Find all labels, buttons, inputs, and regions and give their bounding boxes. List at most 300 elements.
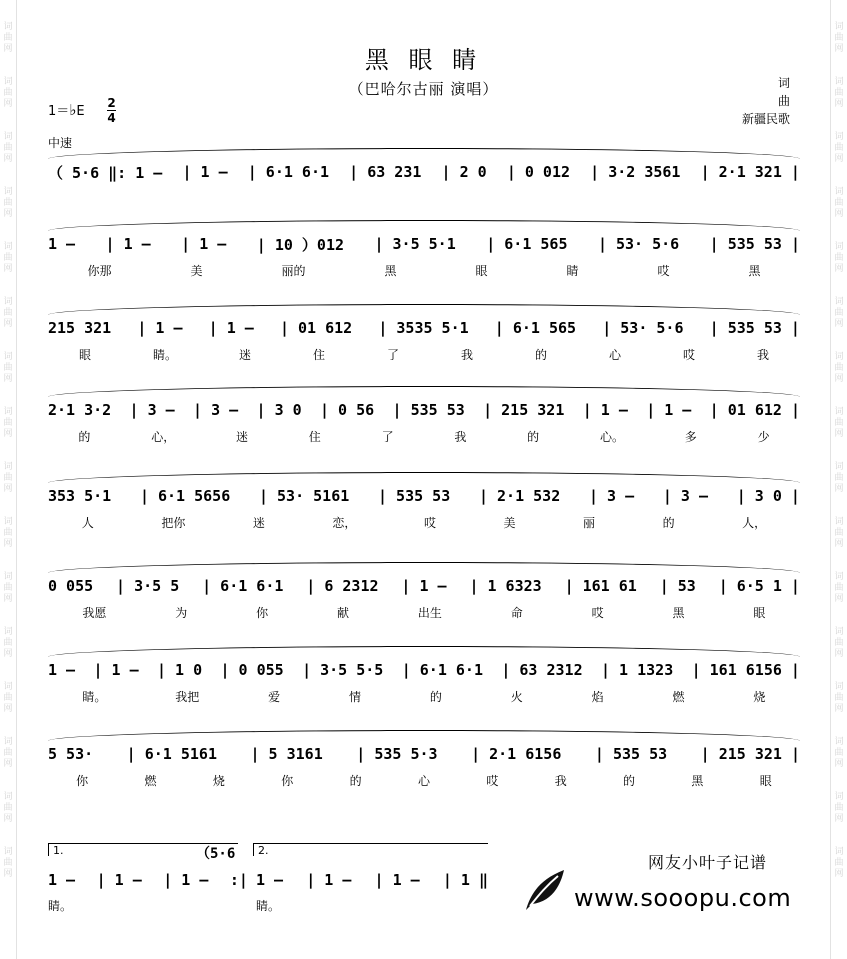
watermark-char: 词 bbox=[3, 132, 13, 142]
lyric-syllable: 黑 bbox=[672, 606, 685, 620]
lyric-syllable: 的 bbox=[349, 774, 362, 788]
lyric-syllable: 你 bbox=[76, 774, 89, 788]
ending-note: | 1 – bbox=[374, 871, 420, 889]
watermark-block bbox=[834, 297, 843, 330]
watermark-char: 网 bbox=[834, 869, 844, 879]
lyric-row bbox=[48, 604, 800, 622]
lyric-syllable: 丽 bbox=[583, 516, 596, 530]
lyric-syllable: 黑 bbox=[691, 774, 704, 788]
watermark-block bbox=[834, 737, 843, 770]
watermark-block bbox=[834, 407, 843, 440]
lyric-syllable: 住 bbox=[312, 348, 325, 362]
lyric-syllable: 献 bbox=[337, 606, 350, 620]
watermark-char: 网 bbox=[834, 154, 844, 164]
watermark-char: 曲 bbox=[3, 748, 13, 758]
watermark-block bbox=[3, 242, 12, 275]
measure: | 3535 5·1 bbox=[378, 319, 469, 337]
ending-1-label: 1. bbox=[53, 844, 64, 857]
measure: | 2·1 6156 bbox=[471, 745, 562, 763]
watermark-char: 词 bbox=[834, 627, 844, 637]
watermark-char: 词 bbox=[3, 77, 13, 87]
measure: | 1 0 bbox=[156, 661, 203, 679]
measure: | 535 5·3 bbox=[356, 745, 438, 763]
watermark-char: 曲 bbox=[3, 473, 13, 483]
measure: | 6 2312 bbox=[306, 577, 379, 595]
flat-icon: ♭ bbox=[69, 101, 77, 119]
measure: 1 – bbox=[48, 235, 76, 253]
watermark-char: 词 bbox=[3, 517, 13, 527]
watermark-char: 网 bbox=[3, 594, 13, 604]
watermark-char: 词 bbox=[834, 22, 844, 32]
lyric-syllable: 哎 bbox=[591, 606, 604, 620]
watermark-char: 曲 bbox=[3, 418, 13, 428]
measure: | 1 – bbox=[105, 235, 151, 253]
measure: | 1 – bbox=[181, 235, 227, 253]
watermark-char: 词 bbox=[3, 297, 13, 307]
ending-note: 1 – bbox=[256, 871, 284, 889]
watermark-char: 词 bbox=[834, 462, 844, 472]
measure: | 535 53 | bbox=[709, 235, 800, 253]
credit-composer: 曲 bbox=[777, 94, 790, 108]
time-bottom: 4 bbox=[107, 111, 116, 125]
lyric-syllable: 心 bbox=[417, 774, 430, 788]
measure: | 1 – bbox=[646, 401, 692, 419]
lyric-syllable: 我把 bbox=[175, 690, 200, 704]
watermark-char: 网 bbox=[3, 484, 13, 494]
right-watermark-strip bbox=[830, 0, 847, 959]
measure: | 53· 5161 bbox=[258, 487, 350, 505]
watermark-char: 网 bbox=[3, 649, 13, 659]
lyric-syllable: 美 bbox=[190, 264, 203, 278]
measure: | 3 0 bbox=[256, 401, 302, 419]
ending-2-bracket bbox=[253, 843, 488, 856]
ending-note: 1 – bbox=[48, 871, 76, 889]
lyric-syllable: 你那 bbox=[87, 264, 112, 278]
watermark-char: 网 bbox=[834, 484, 844, 494]
watermark-char: 网 bbox=[3, 869, 13, 879]
ending-2-label: 2. bbox=[258, 844, 269, 857]
watermark-char: 词 bbox=[834, 792, 844, 802]
measure: 353 5·1 bbox=[48, 487, 112, 505]
credit-lyricist: 词 bbox=[777, 76, 790, 90]
ending-2-lyric: 睛。 bbox=[256, 899, 281, 913]
watermark-char: 曲 bbox=[834, 528, 844, 538]
measure: 215 321 bbox=[48, 319, 112, 337]
measure: | 1 – bbox=[208, 319, 254, 337]
measure: | 1 – bbox=[182, 163, 228, 181]
watermark-char: 词 bbox=[3, 352, 13, 362]
measure: | 3·2 3561 bbox=[590, 163, 681, 181]
measure: | 1 6323 bbox=[469, 577, 542, 595]
measure: | 1 – bbox=[401, 577, 447, 595]
measure: | 3 – bbox=[129, 401, 175, 419]
watermark-char: 网 bbox=[834, 319, 844, 329]
measure: | 6·1 6·1 bbox=[247, 163, 330, 181]
watermark-char: 网 bbox=[834, 649, 844, 659]
watermark-char: 曲 bbox=[3, 693, 13, 703]
lyric-syllable: 美 bbox=[503, 516, 516, 530]
lyric-syllable: 我 bbox=[554, 774, 567, 788]
score-row bbox=[48, 156, 800, 188]
measure: | 6·1 6·1 bbox=[401, 661, 483, 679]
watermark-block bbox=[3, 572, 12, 605]
ending-note: | 1 – bbox=[163, 871, 209, 889]
lyric-syllable: 的 bbox=[623, 774, 636, 788]
lyric-syllable: 爱 bbox=[268, 690, 281, 704]
measure: | 1 1323 bbox=[600, 661, 674, 679]
score-row bbox=[48, 480, 800, 512]
lyric-syllable: 黑 bbox=[748, 264, 761, 278]
watermark-char: 曲 bbox=[3, 143, 13, 153]
key-prefix: 1＝ bbox=[48, 104, 70, 119]
watermark-char: 曲 bbox=[3, 198, 13, 208]
lyric-syllable: 睛 bbox=[566, 264, 579, 278]
watermark-block bbox=[834, 352, 843, 385]
watermark-char: 曲 bbox=[834, 473, 844, 483]
lyric-row bbox=[48, 346, 800, 364]
watermark-char: 曲 bbox=[834, 583, 844, 593]
measure: | 3·5 5·1 bbox=[374, 235, 456, 253]
measure: | 1 – bbox=[137, 319, 183, 337]
lyric-syllable: 命 bbox=[510, 606, 523, 620]
measure: | 161 6156 | bbox=[691, 661, 800, 679]
measure: | 2·1 532 bbox=[478, 487, 561, 505]
watermark-char: 曲 bbox=[834, 748, 844, 758]
lyric-syllable: 心， bbox=[151, 430, 176, 444]
watermark-char: 词 bbox=[3, 572, 13, 582]
measure: | 10 ）012 bbox=[256, 235, 345, 254]
transcriber-credit: 网友小叶子记谱 bbox=[648, 853, 768, 872]
watermark-char: 曲 bbox=[834, 693, 844, 703]
measure: | 2·1 321 | bbox=[700, 163, 800, 181]
watermark-block bbox=[834, 462, 843, 495]
watermark-char: 曲 bbox=[834, 858, 844, 868]
lyric-syllable: 出生 bbox=[417, 606, 442, 620]
score-row bbox=[48, 738, 800, 770]
lyric-syllable: 眼 bbox=[475, 264, 488, 278]
watermark-block bbox=[834, 572, 843, 605]
measure: | 5 3161 bbox=[250, 745, 323, 763]
lyric-syllable: 丽的 bbox=[281, 264, 306, 278]
lyric-syllable: 住 bbox=[308, 430, 321, 444]
watermark-char: 词 bbox=[834, 517, 844, 527]
lyric-syllable: 燃 bbox=[144, 774, 157, 788]
watermark-char: 网 bbox=[3, 429, 13, 439]
lyric-syllable: 了 bbox=[381, 430, 394, 444]
lyric-syllable: 燃 bbox=[672, 690, 685, 704]
watermark-block bbox=[834, 187, 843, 220]
watermark-char: 曲 bbox=[834, 638, 844, 648]
lyric-syllable: 眼 bbox=[759, 774, 772, 788]
watermark-block bbox=[3, 187, 12, 220]
watermark-char: 曲 bbox=[834, 308, 844, 318]
watermark-char: 网 bbox=[3, 264, 13, 274]
watermark-char: 词 bbox=[3, 462, 13, 472]
lyric-syllable: 哎 bbox=[423, 516, 436, 530]
measure: | 63 231 bbox=[349, 163, 422, 181]
measure: | 3 – bbox=[662, 487, 708, 505]
watermark-block bbox=[3, 407, 12, 440]
leaf-logo-icon bbox=[520, 866, 568, 914]
site-url[interactable]: www.sooopu.com bbox=[574, 884, 792, 912]
watermark-char: 网 bbox=[3, 539, 13, 549]
watermark-char: 网 bbox=[834, 429, 844, 439]
measure: | 6·1 6·1 bbox=[202, 577, 284, 595]
watermark-block bbox=[3, 792, 12, 825]
measure: | 535 53 bbox=[392, 401, 465, 419]
watermark-char: 曲 bbox=[3, 528, 13, 538]
watermark-block bbox=[3, 517, 12, 550]
watermark-char: 词 bbox=[3, 627, 13, 637]
watermark-char: 网 bbox=[834, 814, 844, 824]
watermark-block bbox=[3, 462, 12, 495]
measure: 0 055 bbox=[48, 577, 94, 595]
lyric-syllable: 的 bbox=[78, 430, 91, 444]
measure: | 215 321 | bbox=[700, 745, 800, 763]
lyric-row bbox=[48, 262, 800, 280]
score-row bbox=[48, 312, 800, 344]
measure: | 1 – bbox=[93, 661, 139, 679]
lyric-syllable: 焰 bbox=[591, 690, 604, 704]
measure: | 535 53 bbox=[378, 487, 451, 505]
watermark-char: 曲 bbox=[834, 33, 844, 43]
measure: 2·1 3·2 bbox=[48, 401, 112, 419]
lyric-syllable: 我 bbox=[460, 348, 473, 362]
song-subtitle: （巴哈尔古丽 演唱） bbox=[348, 80, 499, 98]
measure: | 01 612 | bbox=[709, 401, 800, 419]
measure: | 6·1 5656 bbox=[139, 487, 231, 505]
watermark-char: 曲 bbox=[3, 363, 13, 373]
watermark-block bbox=[834, 847, 843, 880]
watermark-char: 曲 bbox=[3, 583, 13, 593]
watermark-char: 词 bbox=[834, 407, 844, 417]
lyric-syllable: 把你 bbox=[161, 516, 186, 530]
score-row bbox=[48, 394, 800, 426]
watermark-char: 网 bbox=[3, 154, 13, 164]
key-note: E bbox=[76, 104, 85, 119]
watermark-block bbox=[3, 847, 12, 880]
watermark-char: 曲 bbox=[3, 858, 13, 868]
key-signature bbox=[48, 100, 85, 119]
watermark-char: 曲 bbox=[834, 803, 844, 813]
watermark-block bbox=[3, 737, 12, 770]
watermark-char: 词 bbox=[834, 77, 844, 87]
lyric-syllable: 眼 bbox=[753, 606, 766, 620]
lyric-syllable: 睛。 bbox=[152, 348, 177, 362]
measure: | 161 61 bbox=[564, 577, 637, 595]
measure: | 6·1 565 bbox=[486, 235, 568, 253]
ending-note: | 1 – bbox=[96, 871, 142, 889]
watermark-char: 网 bbox=[834, 264, 844, 274]
lyric-syllable: 迷 bbox=[235, 430, 248, 444]
watermark-char: 词 bbox=[3, 242, 13, 252]
watermark-char: 词 bbox=[3, 187, 13, 197]
watermark-char: 曲 bbox=[834, 88, 844, 98]
measure: | 1 – bbox=[582, 401, 628, 419]
watermark-char: 词 bbox=[3, 682, 13, 692]
lyric-syllable: 眼 bbox=[78, 348, 91, 362]
watermark-char: 曲 bbox=[834, 198, 844, 208]
watermark-char: 词 bbox=[834, 132, 844, 142]
lyric-syllable: 少 bbox=[757, 430, 770, 444]
watermark-block bbox=[834, 627, 843, 660]
lyric-syllable: 火 bbox=[510, 690, 523, 704]
left-watermark-strip bbox=[0, 0, 17, 959]
measure: 5 53· bbox=[48, 745, 94, 763]
measure: | 3 – bbox=[588, 487, 635, 505]
ending-note: | 1 ‖ bbox=[442, 871, 488, 889]
time-signature bbox=[107, 97, 116, 124]
credits-block bbox=[700, 74, 790, 128]
watermark-char: 曲 bbox=[3, 308, 13, 318]
lyric-row bbox=[48, 688, 800, 706]
watermark-char: 词 bbox=[3, 22, 13, 32]
lyric-syllable: 的 bbox=[429, 690, 442, 704]
lyric-syllable: 我愿 bbox=[82, 606, 107, 620]
watermark-char: 网 bbox=[3, 704, 13, 714]
lyric-syllable: 黑 bbox=[384, 264, 397, 278]
measure: | 53· 5·6 bbox=[597, 235, 680, 253]
measure: | 53· 5·6 bbox=[602, 319, 684, 337]
watermark-char: 曲 bbox=[3, 88, 13, 98]
watermark-char: 曲 bbox=[3, 638, 13, 648]
lyric-row bbox=[48, 514, 800, 532]
watermark-char: 曲 bbox=[3, 33, 13, 43]
watermark-block bbox=[834, 242, 843, 275]
lyric-syllable: 心 bbox=[608, 348, 621, 362]
measure: | 535 53 bbox=[594, 745, 668, 763]
watermark-char: 网 bbox=[834, 44, 844, 54]
watermark-block bbox=[3, 297, 12, 330]
measure: | 63 2312 bbox=[501, 661, 583, 679]
watermark-char: 网 bbox=[3, 814, 13, 824]
lyric-syllable: 的 bbox=[527, 430, 540, 444]
lyric-syllable: 迷 bbox=[238, 348, 251, 362]
watermark-block bbox=[834, 682, 843, 715]
watermark-char: 词 bbox=[3, 737, 13, 747]
watermark-block bbox=[3, 132, 12, 165]
watermark-char: 网 bbox=[3, 759, 13, 769]
watermark-char: 网 bbox=[834, 99, 844, 109]
watermark-char: 曲 bbox=[3, 253, 13, 263]
watermark-block bbox=[834, 792, 843, 825]
measure: （ 5·6 ‖: 1 – bbox=[48, 163, 163, 182]
score-row bbox=[48, 570, 800, 602]
lyric-syllable: 迷 bbox=[252, 516, 265, 530]
measure: | 3 – bbox=[193, 401, 239, 419]
lyric-syllable: 我 bbox=[756, 348, 769, 362]
watermark-char: 网 bbox=[3, 209, 13, 219]
measure: | 6·5 1 | bbox=[718, 577, 800, 595]
watermark-char: 网 bbox=[3, 319, 13, 329]
watermark-char: 词 bbox=[834, 682, 844, 692]
lyric-syllable: 了 bbox=[386, 348, 399, 362]
measure: | 6·1 5161 bbox=[126, 745, 217, 763]
measure: | 53 bbox=[659, 577, 696, 595]
lyric-syllable: 情 bbox=[349, 690, 362, 704]
watermark-block bbox=[834, 517, 843, 550]
watermark-char: 词 bbox=[834, 242, 844, 252]
time-top: 2 bbox=[107, 96, 116, 110]
measure: | 0 012 bbox=[506, 163, 571, 181]
watermark-char: 词 bbox=[3, 407, 13, 417]
watermark-char: 网 bbox=[3, 44, 13, 54]
watermark-char: 网 bbox=[834, 759, 844, 769]
lyric-syllable: 烧 bbox=[753, 690, 766, 704]
lyric-syllable: 多 bbox=[684, 430, 697, 444]
watermark-char: 曲 bbox=[834, 363, 844, 373]
lyric-syllable: 恋， bbox=[332, 516, 357, 530]
lyric-syllable: 心。 bbox=[599, 430, 624, 444]
watermark-char: 词 bbox=[3, 847, 13, 857]
lyric-syllable: 人， bbox=[742, 516, 767, 530]
ending-1-notes bbox=[48, 864, 248, 896]
lyric-syllable: 哎 bbox=[682, 348, 695, 362]
watermark-char: 网 bbox=[834, 539, 844, 549]
measure: | 3·5 5·5 bbox=[302, 661, 384, 679]
lyric-syllable: 人 bbox=[81, 516, 94, 530]
score-row bbox=[48, 654, 800, 686]
watermark-char: 词 bbox=[834, 187, 844, 197]
ending-note: | 1 – bbox=[306, 871, 352, 889]
watermark-char: 曲 bbox=[834, 253, 844, 263]
watermark-char: 词 bbox=[834, 297, 844, 307]
lyric-syllable: 烧 bbox=[212, 774, 225, 788]
measure: | 3 0 | bbox=[736, 487, 800, 505]
watermark-char: 曲 bbox=[834, 143, 844, 153]
watermark-block bbox=[834, 132, 843, 165]
watermark-block bbox=[3, 627, 12, 660]
watermark-block bbox=[3, 682, 12, 715]
watermark-char: 曲 bbox=[3, 803, 13, 813]
measure: | 535 53 | bbox=[709, 319, 800, 337]
watermark-char: 词 bbox=[834, 352, 844, 362]
watermark-char: 网 bbox=[3, 99, 13, 109]
lyric-syllable: 的 bbox=[662, 516, 675, 530]
watermark-char: 曲 bbox=[834, 418, 844, 428]
lyric-syllable: 我 bbox=[454, 430, 467, 444]
measure: | 3·5 5 bbox=[116, 577, 180, 595]
measure: | 2 0 bbox=[441, 163, 487, 181]
lyric-syllable: 你 bbox=[256, 606, 269, 620]
score-row bbox=[48, 228, 800, 260]
lyric-row bbox=[48, 428, 800, 446]
watermark-char: 词 bbox=[834, 847, 844, 857]
watermark-char: 网 bbox=[3, 374, 13, 384]
lyric-syllable: 哎 bbox=[657, 264, 670, 278]
ending-1-lyric: 睛。 bbox=[48, 899, 73, 913]
measure: 1 – bbox=[48, 661, 76, 679]
watermark-char: 网 bbox=[834, 374, 844, 384]
ending-note: :| bbox=[229, 871, 248, 889]
ending-1-pickup: （5·6 bbox=[196, 846, 236, 862]
lyric-syllable: 的 bbox=[534, 348, 547, 362]
watermark-char: 网 bbox=[834, 209, 844, 219]
credit-source: 新疆民歌 bbox=[741, 112, 790, 126]
watermark-block bbox=[3, 352, 12, 385]
measure: | 0 055 bbox=[220, 661, 284, 679]
watermark-char: 网 bbox=[834, 594, 844, 604]
watermark-char: 词 bbox=[834, 572, 844, 582]
ending-2-notes bbox=[256, 864, 488, 896]
tempo-marking: 中速 bbox=[48, 136, 73, 150]
measure: | 01 612 bbox=[279, 319, 353, 337]
lyric-row bbox=[48, 772, 800, 790]
watermark-char: 网 bbox=[834, 704, 844, 714]
measure: | 215 321 bbox=[483, 401, 565, 419]
lyric-syllable: 为 bbox=[175, 606, 188, 620]
lyric-syllable: 你 bbox=[281, 774, 294, 788]
